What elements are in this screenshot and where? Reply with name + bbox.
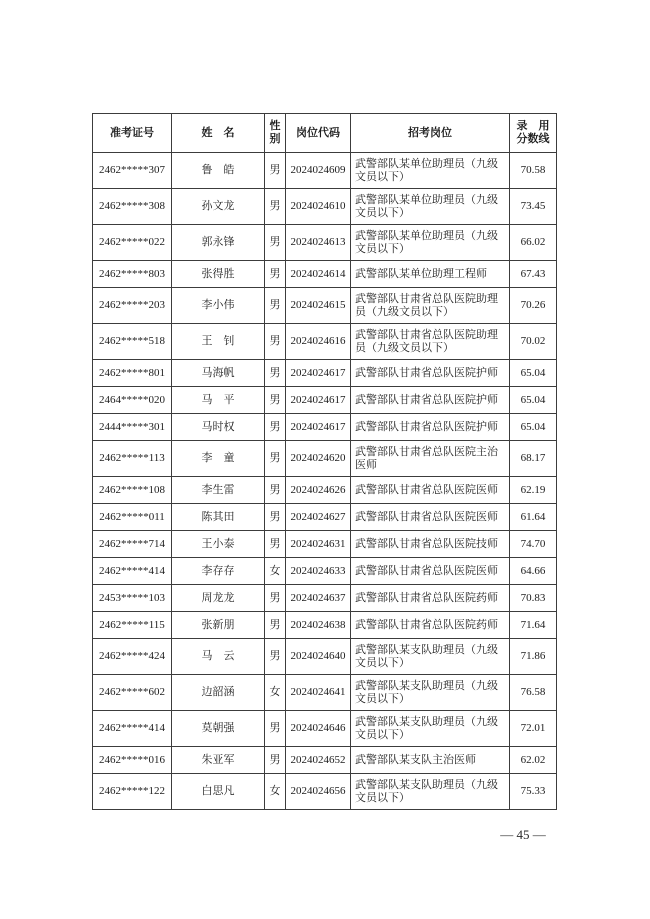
name-cell: 朱亚军: [172, 747, 265, 774]
table-row: [93, 387, 557, 414]
position-cell: 武警部队某支队助理员（九级文员以下）: [351, 774, 510, 810]
table-row: [93, 360, 557, 387]
position-cell: 武警部队甘肃省总队医院护师: [351, 360, 510, 387]
header-score-line2: 分数线: [516, 133, 550, 145]
code-cell: 2024024633: [286, 558, 351, 585]
code-cell: 2024024631: [286, 531, 351, 558]
header-name: 姓 名: [172, 114, 265, 153]
code-cell: 2024024610: [286, 189, 351, 225]
name-cell: 鲁 皓: [172, 153, 265, 189]
code-cell: 2024024609: [286, 153, 351, 189]
ticket-cell: 2464*****020: [93, 387, 172, 414]
code-cell: 2024024617: [286, 360, 351, 387]
score-cell: 66.02: [510, 225, 557, 261]
name-cell: 周龙龙: [172, 585, 265, 612]
name-cell: 李 童: [172, 441, 265, 477]
ticket-cell: 2444*****301: [93, 414, 172, 441]
gender-cell: 男: [265, 504, 286, 531]
code-cell: 2024024626: [286, 477, 351, 504]
gender-cell: 男: [265, 639, 286, 675]
position-cell: 武警部队甘肃省总队医院医师: [351, 477, 510, 504]
position-cell: 武警部队甘肃省总队医院护师: [351, 387, 510, 414]
position-cell: 武警部队某单位助理员（九级文员以下）: [351, 189, 510, 225]
name-cell: 孙文龙: [172, 189, 265, 225]
score-cell: 65.04: [510, 414, 557, 441]
position-cell: 武警部队甘肃省总队医院技师: [351, 531, 510, 558]
ticket-cell: 2462*****203: [93, 288, 172, 324]
gender-cell: 男: [265, 387, 286, 414]
code-cell: 2024024617: [286, 414, 351, 441]
header-gender-line1: 性: [269, 120, 281, 132]
code-cell: 2024024627: [286, 504, 351, 531]
header-gender-line2: 别: [269, 133, 281, 145]
code-cell: 2024024656: [286, 774, 351, 810]
position-cell: 武警部队某单位助理员（九级文员以下）: [351, 225, 510, 261]
gender-cell: 男: [265, 477, 286, 504]
table-row: [93, 477, 557, 504]
score-cell: 71.64: [510, 612, 557, 639]
name-cell: 李小伟: [172, 288, 265, 324]
name-cell: 马时权: [172, 414, 265, 441]
score-cell: 72.01: [510, 711, 557, 747]
score-cell: 76.58: [510, 675, 557, 711]
table-body: [93, 153, 557, 810]
table-row: [93, 441, 557, 477]
ticket-cell: 2462*****803: [93, 261, 172, 288]
position-cell: 武警部队甘肃省总队医院医师: [351, 504, 510, 531]
code-cell: 2024024615: [286, 288, 351, 324]
header-code: 岗位代码: [286, 114, 351, 153]
code-cell: 2024024614: [286, 261, 351, 288]
position-cell: 武警部队甘肃省总队医院药师: [351, 585, 510, 612]
gender-cell: 男: [265, 360, 286, 387]
ticket-cell: 2462*****307: [93, 153, 172, 189]
table-row: [93, 612, 557, 639]
position-cell: 武警部队甘肃省总队医院助理员（九级文员以下）: [351, 288, 510, 324]
position-cell: 武警部队某支队助理员（九级文员以下）: [351, 639, 510, 675]
ticket-cell: 2462*****122: [93, 774, 172, 810]
table-row: [93, 153, 557, 189]
table-row: [93, 531, 557, 558]
score-cell: 67.43: [510, 261, 557, 288]
score-cell: 75.33: [510, 774, 557, 810]
code-cell: 2024024646: [286, 711, 351, 747]
name-cell: 郭永锋: [172, 225, 265, 261]
score-cell: 65.04: [510, 387, 557, 414]
name-cell: 李存存: [172, 558, 265, 585]
gender-cell: 女: [265, 675, 286, 711]
name-cell: 马海帆: [172, 360, 265, 387]
name-cell: 莫朝强: [172, 711, 265, 747]
name-cell: 白思凡: [172, 774, 265, 810]
table-row: [93, 225, 557, 261]
name-cell: 李生雷: [172, 477, 265, 504]
table-row: [93, 558, 557, 585]
position-cell: 武警部队某支队助理员（九级文员以下）: [351, 711, 510, 747]
code-cell: 2024024617: [286, 387, 351, 414]
score-cell: 70.26: [510, 288, 557, 324]
position-cell: 武警部队某支队助理员（九级文员以下）: [351, 675, 510, 711]
ticket-cell: 2462*****714: [93, 531, 172, 558]
score-cell: 70.58: [510, 153, 557, 189]
ticket-cell: 2462*****414: [93, 711, 172, 747]
score-cell: 68.17: [510, 441, 557, 477]
gender-cell: 男: [265, 585, 286, 612]
score-cell: 71.86: [510, 639, 557, 675]
score-cell: 70.83: [510, 585, 557, 612]
table-row: [93, 774, 557, 810]
name-cell: 边韶涵: [172, 675, 265, 711]
ticket-cell: 2462*****115: [93, 612, 172, 639]
page-number: — 45 —: [500, 827, 546, 842]
score-cell: 74.70: [510, 531, 557, 558]
code-cell: 2024024620: [286, 441, 351, 477]
code-cell: 2024024652: [286, 747, 351, 774]
gender-cell: 女: [265, 558, 286, 585]
code-cell: 2024024640: [286, 639, 351, 675]
name-cell: 王 钊: [172, 324, 265, 360]
gender-cell: 男: [265, 441, 286, 477]
ticket-cell: 2462*****801: [93, 360, 172, 387]
name-cell: 陈其田: [172, 504, 265, 531]
position-cell: 武警部队甘肃省总队医院药师: [351, 612, 510, 639]
score-cell: 62.19: [510, 477, 557, 504]
ticket-cell: 2462*****414: [93, 558, 172, 585]
ticket-cell: 2462*****016: [93, 747, 172, 774]
gender-cell: 男: [265, 324, 286, 360]
gender-cell: 男: [265, 288, 286, 324]
table-row: [93, 504, 557, 531]
position-cell: 武警部队某单位助理工程师: [351, 261, 510, 288]
table-row: [93, 585, 557, 612]
name-cell: 张得胜: [172, 261, 265, 288]
score-table: [92, 113, 557, 810]
header-gender: [265, 114, 286, 153]
ticket-cell: 2462*****011: [93, 504, 172, 531]
name-cell: 马 平: [172, 387, 265, 414]
table-row: [93, 261, 557, 288]
header-position: 招考岗位: [351, 114, 510, 153]
gender-cell: 男: [265, 225, 286, 261]
score-cell: 62.02: [510, 747, 557, 774]
name-cell: 王小泰: [172, 531, 265, 558]
code-cell: 2024024641: [286, 675, 351, 711]
code-cell: 2024024613: [286, 225, 351, 261]
score-cell: 73.45: [510, 189, 557, 225]
gender-cell: 女: [265, 774, 286, 810]
table-row: [93, 639, 557, 675]
position-cell: 武警部队某单位助理员（九级文员以下）: [351, 153, 510, 189]
position-cell: 武警部队甘肃省总队医院主治医师: [351, 441, 510, 477]
ticket-cell: 2453*****103: [93, 585, 172, 612]
gender-cell: 男: [265, 612, 286, 639]
header-score-line1: 录 用: [516, 120, 550, 132]
code-cell: 2024024616: [286, 324, 351, 360]
table-row: [93, 675, 557, 711]
table-row: [93, 189, 557, 225]
score-cell: 70.02: [510, 324, 557, 360]
header-row: [93, 114, 557, 153]
code-cell: 2024024638: [286, 612, 351, 639]
gender-cell: 男: [265, 711, 286, 747]
table-row: [93, 747, 557, 774]
header-ticket: 准考证号: [93, 114, 172, 153]
gender-cell: 男: [265, 189, 286, 225]
gender-cell: 男: [265, 414, 286, 441]
score-cell: 64.66: [510, 558, 557, 585]
ticket-cell: 2462*****424: [93, 639, 172, 675]
position-cell: 武警部队某支队主治医师: [351, 747, 510, 774]
ticket-cell: 2462*****308: [93, 189, 172, 225]
position-cell: 武警部队甘肃省总队医院护师: [351, 414, 510, 441]
header-score: [510, 114, 557, 153]
ticket-cell: 2462*****108: [93, 477, 172, 504]
ticket-cell: 2462*****518: [93, 324, 172, 360]
score-cell: 61.64: [510, 504, 557, 531]
name-cell: 张新朋: [172, 612, 265, 639]
gender-cell: 男: [265, 153, 286, 189]
table-row: [93, 288, 557, 324]
code-cell: 2024024637: [286, 585, 351, 612]
ticket-cell: 2462*****602: [93, 675, 172, 711]
table-row: [93, 324, 557, 360]
ticket-cell: 2462*****022: [93, 225, 172, 261]
name-cell: 马 云: [172, 639, 265, 675]
table-row: [93, 711, 557, 747]
position-cell: 武警部队甘肃省总队医院医师: [351, 558, 510, 585]
gender-cell: 男: [265, 747, 286, 774]
ticket-cell: 2462*****113: [93, 441, 172, 477]
score-cell: 65.04: [510, 360, 557, 387]
table-row: [93, 414, 557, 441]
position-cell: 武警部队甘肃省总队医院助理员（九级文员以下）: [351, 324, 510, 360]
gender-cell: 男: [265, 261, 286, 288]
gender-cell: 男: [265, 531, 286, 558]
